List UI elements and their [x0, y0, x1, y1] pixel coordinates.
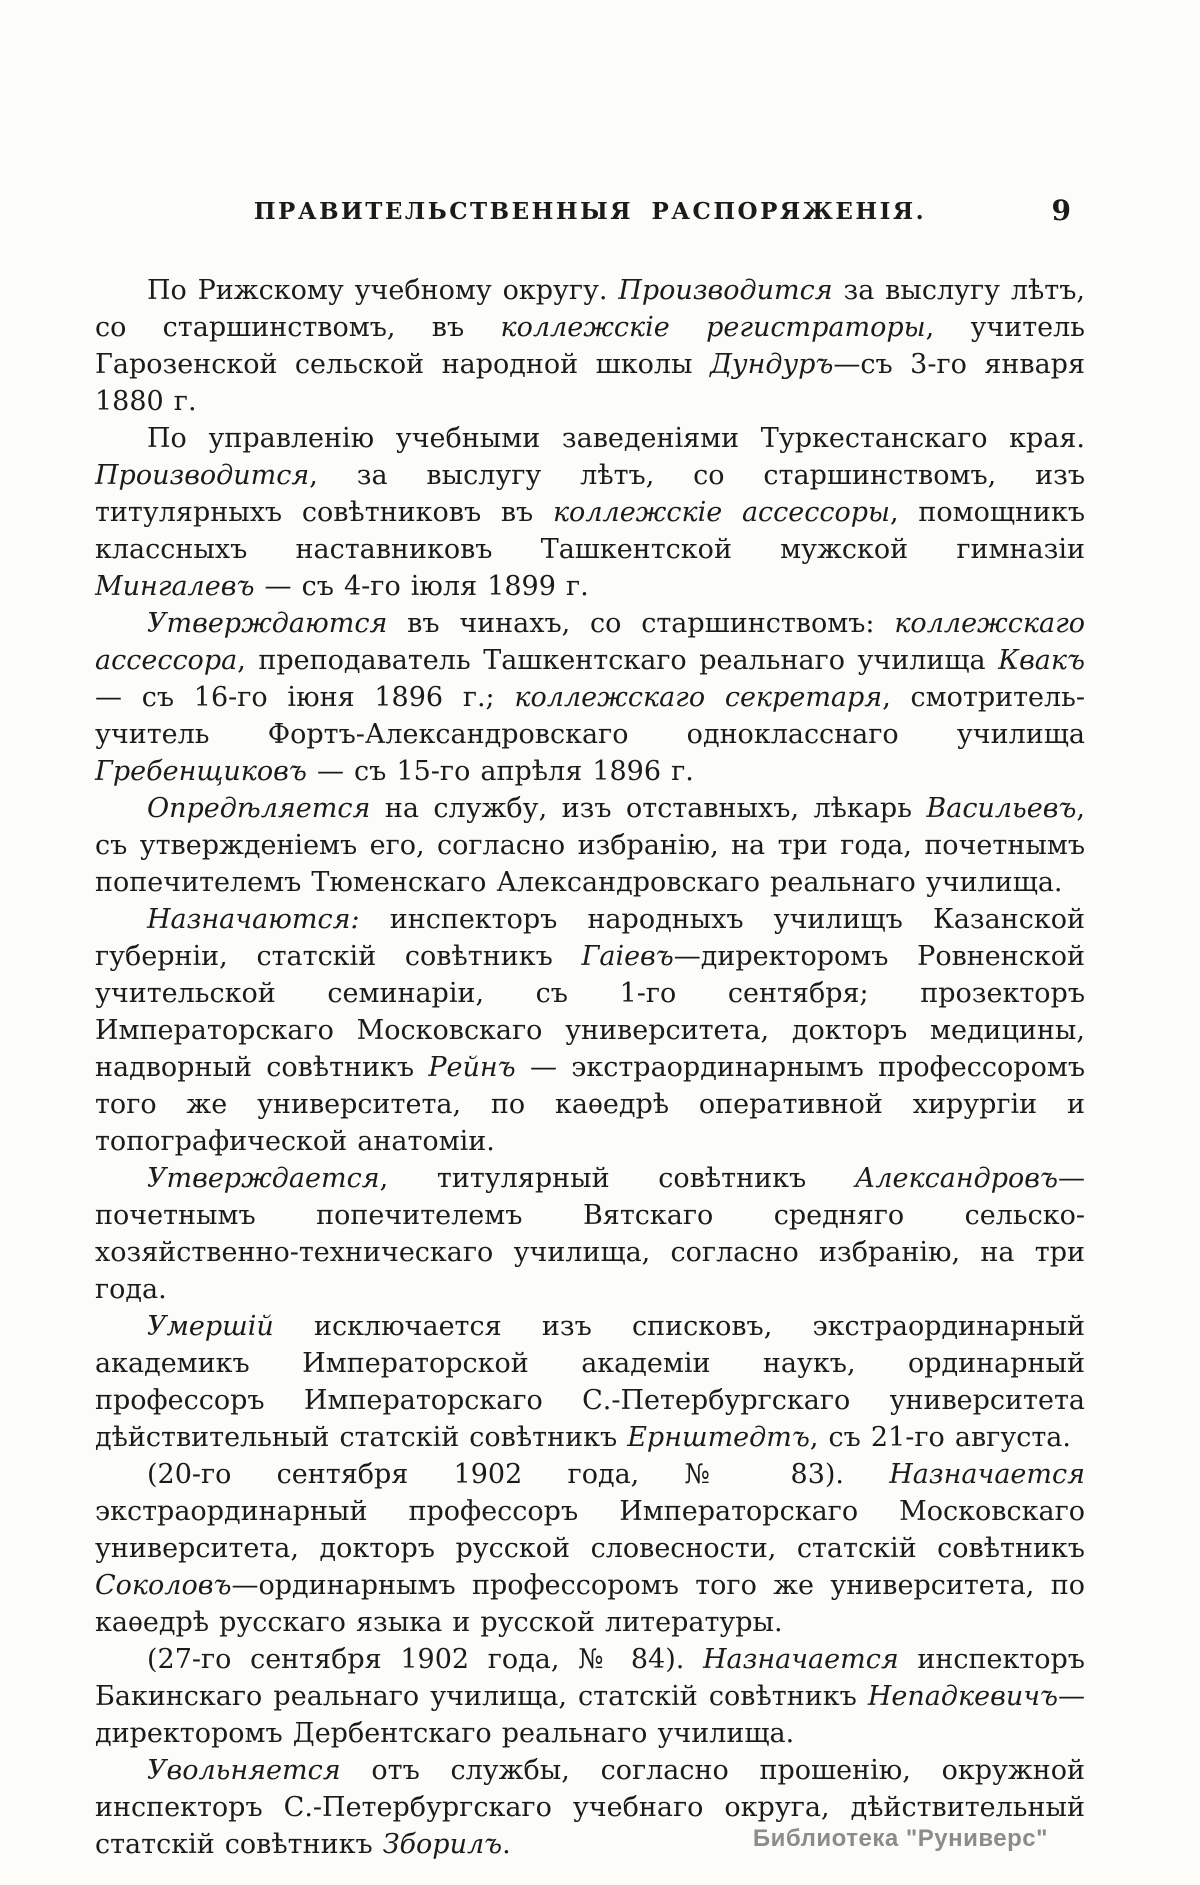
text-run: за выслугу лѣтъ, со старшинствомъ, въ: [95, 275, 1085, 343]
text-run: отъ службы, согласно прошенію, окружной инспекторъ С.-Петербургскаго учебнаго округа, дѣйствительный статскій совѣтникъ: [95, 1755, 1085, 1860]
italic-run: Утверждаются: [147, 608, 388, 639]
text-run: —съ 3-го января 1880 г.: [95, 349, 1086, 417]
text-run: —ординарнымъ профессоромъ того же университета, по каѳедрѣ русскаго языка и русской литературы.: [95, 1570, 1085, 1638]
italic-run: Увольняется: [147, 1755, 341, 1786]
text-run: —директоромъ Дербентскаго реальнаго училища.: [95, 1681, 1085, 1749]
paragraph: [95, 1308, 1085, 1456]
italic-run: Рейнъ: [428, 1052, 516, 1083]
text-run: По управленію учебными заведеніями Туркестанскаго края.: [147, 423, 1085, 454]
italic-run: Мингалевъ: [95, 571, 255, 602]
text-run: инспекторъ Бакинскаго реальнаго училища, статскій совѣтникъ: [95, 1644, 1085, 1712]
italic-run: Васильевъ: [926, 793, 1077, 824]
italic-run: коллежскіе ассессоры: [552, 497, 891, 528]
italic-run: Ернштедтъ: [627, 1422, 810, 1453]
text-run: , съ 21-го августа.: [809, 1422, 1071, 1453]
italic-run: Производится: [95, 460, 310, 491]
italic-run: Утверждается: [147, 1163, 380, 1194]
page-number: 9: [1051, 194, 1071, 227]
italic-run: коллежскаго секретаря: [514, 682, 883, 713]
text-run: .: [502, 1829, 511, 1860]
paragraph: [95, 901, 1085, 1160]
paragraph: [95, 420, 1085, 605]
text-column: [95, 0, 1085, 1863]
italic-run: коллежскаго ассессора: [95, 608, 1085, 676]
text-run: — съ 4-го іюля 1899 г.: [254, 571, 589, 602]
italic-run: Непадкевичъ: [867, 1681, 1058, 1712]
paragraph: [95, 1160, 1085, 1308]
italic-run: Опредѣляется: [147, 793, 371, 824]
text-run: —директоромъ Ровненской учительской семинаріи, съ 1-го сентября; прозекторъ Императорскаго Московскаго университета, докторъ медицины, надворный совѣтникъ: [95, 941, 1086, 1083]
italic-run: Гаіевъ: [581, 941, 674, 972]
italic-run: Квакъ: [998, 645, 1085, 676]
italic-run: Производится: [618, 275, 833, 306]
text-run: — экстраординарнымъ профессоромъ того же университета, по каѳедрѣ оперативной хирургіи и топографической анатоміи.: [95, 1052, 1086, 1157]
paragraph: [95, 790, 1085, 901]
text-run: (27-го сентября 1902 года, № 84).: [147, 1644, 703, 1675]
paragraph: [95, 272, 1085, 420]
text-run: По Рижскому учебному округу.: [147, 275, 619, 306]
italic-run: Назначается: [702, 1644, 899, 1675]
text-run: исключается изъ списковъ, экстраординарный академикъ Императорской академіи наукъ, ординарный профессоръ Императорскаго С.-Петербургскаго университета дѣйствительный статскій совѣтникъ: [95, 1311, 1085, 1453]
text-run: , съ утвержденіемъ его, согласно избранію, на три года, почетнымъ попечителемъ Тюменскаго Александровскаго реальнаго училища.: [95, 793, 1085, 898]
paragraph: [95, 1641, 1085, 1752]
text-run: — съ 15-го апрѣля 1896 г.: [306, 756, 694, 787]
paragraph: [95, 1456, 1085, 1641]
page-body: [95, 272, 1085, 1863]
italic-run: Назначаются:: [147, 904, 360, 935]
library-watermark: Библиотека "Руниверс": [752, 1825, 1048, 1852]
italic-run: Гребенщиковъ: [95, 756, 307, 787]
text-run: — съ 16-го іюня 1896 г.;: [95, 682, 515, 713]
text-run: —почетнымъ попечителемъ Вятскаго средняго сельско-хозяйственно-техническаго училища, согласно избранію, на три года.: [95, 1163, 1085, 1305]
italic-run: Умершій: [147, 1311, 274, 1342]
text-run: , титулярный совѣтникъ: [379, 1163, 855, 1194]
italic-run: Дундуръ: [709, 349, 834, 380]
paragraph: [95, 605, 1085, 790]
text-run: въ чинахъ, со старшинствомъ:: [387, 608, 895, 639]
running-header: [95, 194, 1085, 234]
text-run: , смотритель-учитель Фортъ-Александровскаго однокласснаго училища: [95, 682, 1086, 750]
italic-run: Александровъ: [854, 1163, 1058, 1194]
text-run: (20-го сентября 1902 года, № 83).: [147, 1459, 890, 1490]
text-run: экстраординарный профессоръ Императорскаго Московскаго университета, докторъ русской словесности, статскій совѣтникъ: [95, 1496, 1085, 1564]
italic-run: Назначается: [889, 1459, 1085, 1490]
text-run: , за выслугу лѣтъ, со старшинствомъ, изъ титулярныхъ совѣтниковъ въ: [95, 460, 1085, 528]
text-run: , преподаватель Ташкентскаго реальнаго училища: [237, 645, 999, 676]
text-run: на службу, изъ отставныхъ, лѣкарь: [370, 793, 927, 824]
italic-run: Зборилъ: [382, 1829, 503, 1860]
running-header-title: ПРАВИТЕЛЬСТВЕННЫЯ РАСПОРЯЖЕНІЯ.: [253, 198, 927, 225]
text-run: , помощникъ классныхъ наставниковъ Ташкентской мужской гимназіи: [95, 497, 1085, 565]
text-run: , учитель Гарозенской сельской народной школы: [95, 312, 1086, 380]
text-run: инспекторъ народныхъ училищъ Казанской губерніи, статскій совѣтникъ: [95, 904, 1085, 972]
italic-run: коллежскіе регистраторы: [500, 312, 926, 343]
italic-run: Соколовъ: [95, 1570, 232, 1601]
